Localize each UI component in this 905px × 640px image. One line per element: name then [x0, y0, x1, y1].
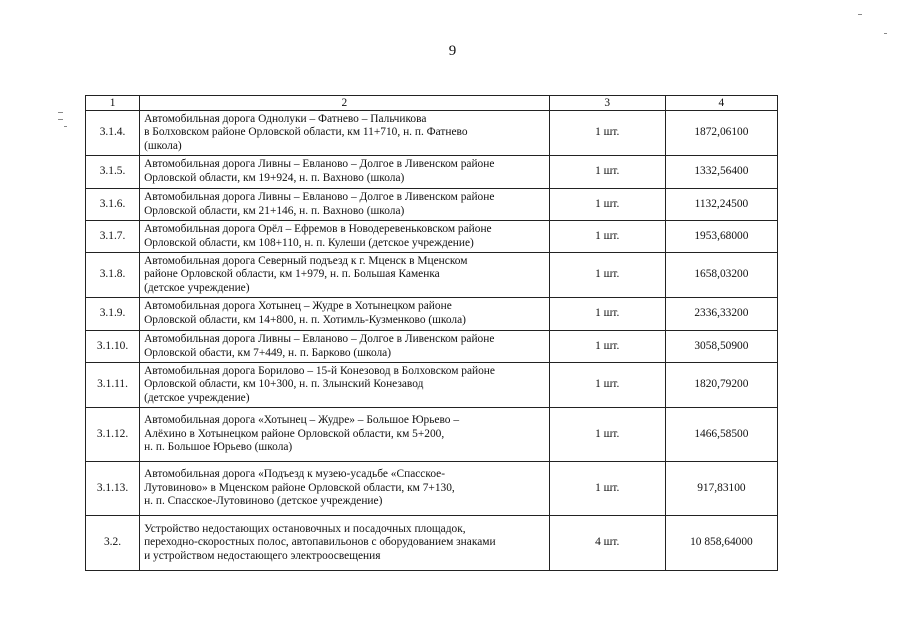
item-amount: 1332,56400 — [665, 156, 777, 189]
header-cell-3: 3 — [549, 96, 665, 111]
item-quantity: 1 шт. — [549, 156, 665, 189]
item-amount: 917,83100 — [665, 462, 777, 516]
scan-mark — [58, 119, 63, 120]
scan-mark — [858, 14, 862, 15]
item-number: 3.1.6. — [86, 189, 140, 221]
item-number: 3.2. — [86, 516, 140, 571]
item-number: 3.1.9. — [86, 298, 140, 331]
item-quantity: 1 шт. — [549, 298, 665, 331]
description-line: Орловской области, км 21+146, н. п. Вахново (школа) — [144, 204, 405, 217]
header-cell-1: 1 — [86, 96, 140, 111]
description-line: Автомобильная дорога «Подъезд к музею-усадьбе «Спасское- — [144, 468, 445, 481]
description-line: Автомобильная дорога Борилово – 15-й Конезовод в Болховском районе — [144, 364, 495, 377]
description-line: Орловской области, км 108+110, н. п. Кулеши (детское учреждение) — [144, 236, 474, 249]
item-quantity: 1 шт. — [549, 111, 665, 156]
item-number: 3.1.8. — [86, 253, 140, 298]
item-quantity: 1 шт. — [549, 363, 665, 408]
scan-mark — [58, 112, 63, 113]
description-line: в Болховском районе Орловской области, км 11+710, н. п. Фатнево — [144, 126, 468, 139]
item-description — [140, 331, 550, 363]
item-description — [140, 298, 550, 331]
description-line: Автомобильная дорога Ливны – Евланово – Долгое в Ливенском районе — [144, 190, 495, 203]
item-quantity: 1 шт. — [549, 408, 665, 462]
table-row — [86, 111, 778, 156]
description-line: Лутовиново» в Мценском районе Орловской области, км 7+130, — [144, 481, 455, 494]
description-line: Орловской области, км 19+924, н. п. Вахново (школа) — [144, 172, 405, 184]
page-number: 9 — [448, 43, 457, 59]
item-description — [140, 516, 550, 571]
item-number: 3.1.12. — [86, 408, 140, 462]
description-line: (школа) — [144, 139, 182, 152]
item-quantity: 1 шт. — [549, 221, 665, 253]
data-table — [85, 95, 778, 571]
description-line: Устройство недостающих остановочных и посадочных площадок, — [144, 522, 466, 535]
description-line: и устройством недостающего электроосвещения — [144, 549, 381, 562]
item-amount: 10 858,64000 — [665, 516, 777, 571]
item-amount: 1872,06100 — [665, 111, 777, 156]
item-number: 3.1.10. — [86, 331, 140, 363]
item-description — [140, 462, 550, 516]
table-row — [86, 462, 778, 516]
description-line: Автомобильная дорога Однолуки – Фатнево – Пальчикова — [144, 112, 427, 125]
description-line: Автомобильная дорога Ливны – Евланово – Долгое в Ливенском районе — [144, 332, 495, 345]
header-cell-4: 4 — [665, 96, 777, 111]
table-row — [86, 408, 778, 462]
item-description — [140, 253, 550, 298]
description-line: Автомобильная дорога Ливны – Евланово – Долгое в Ливенском районе — [144, 158, 495, 171]
item-number: 3.1.11. — [86, 363, 140, 408]
table-row — [86, 298, 778, 331]
description-line: н. п. Большое Юрьево (школа) — [144, 441, 293, 454]
item-number: 3.1.4. — [86, 111, 140, 156]
table-header-row — [86, 96, 778, 111]
item-number: 3.1.13. — [86, 462, 140, 516]
item-quantity: 1 шт. — [549, 331, 665, 363]
item-description — [140, 156, 550, 189]
description-line: Автомобильная дорога Орёл – Ефремов в Новодеревеньковском районе — [144, 222, 492, 235]
table-row — [86, 156, 778, 189]
scan-mark — [64, 126, 67, 127]
item-amount: 1658,03200 — [665, 253, 777, 298]
description-line: Автомобильная дорога Северный подъезд к г. Мценск в Мценском — [144, 254, 468, 267]
table-row — [86, 363, 778, 408]
item-description — [140, 221, 550, 253]
item-amount: 3058,50900 — [665, 331, 777, 363]
item-quantity: 1 шт. — [549, 462, 665, 516]
table-body — [86, 111, 778, 571]
description-line: н. п. Спасское-Лутовиново (детское учреждение) — [144, 495, 383, 508]
item-description — [140, 363, 550, 408]
table-row — [86, 253, 778, 298]
item-amount: 1953,68000 — [665, 221, 777, 253]
item-description — [140, 111, 550, 156]
header-cell-2: 2 — [140, 96, 550, 111]
description-line: (детское учреждение) — [144, 391, 250, 404]
item-description — [140, 189, 550, 221]
table-row — [86, 516, 778, 571]
item-amount: 2336,33200 — [665, 298, 777, 331]
item-description — [140, 408, 550, 462]
item-quantity: 1 шт. — [549, 189, 665, 221]
item-number: 3.1.5. — [86, 156, 140, 189]
description-line: Алёхино в Хотынецком районе Орловской области, км 5+200, — [144, 427, 445, 440]
table-row — [86, 221, 778, 253]
item-quantity: 1 шт. — [549, 253, 665, 298]
description-line: Автомобильная дорога Хотынец – Жудре в Хотынецком районе — [144, 300, 452, 313]
description-line: переходно-скоростных полос, автопавильонов с оборудованием знаками — [144, 536, 496, 549]
table-row — [86, 189, 778, 221]
description-line: Автомобильная дорога «Хотынец – Жудре» – Большое Юрьево – — [144, 414, 460, 427]
item-amount: 1132,24500 — [665, 189, 777, 221]
description-line: (детское учреждение) — [144, 281, 250, 294]
item-quantity: 4 шт. — [549, 516, 665, 571]
scan-mark — [884, 33, 887, 34]
item-number: 3.1.7. — [86, 221, 140, 253]
description-line: Орловской обасти, км 7+449, н. п. Барково (школа) — [144, 346, 392, 359]
item-amount: 1466,58500 — [665, 408, 777, 462]
description-line: Орловской области, км 14+800, н. п. Хотимль-Кузменково (школа) — [144, 314, 466, 326]
table-row — [86, 331, 778, 363]
item-amount: 1820,79200 — [665, 363, 777, 408]
description-line: Орловской области, км 10+300, н. п. Злынский Конезавод — [144, 378, 424, 391]
description-line: районе Орловской области, км 1+979, н. п. Большая Каменка — [144, 268, 440, 281]
